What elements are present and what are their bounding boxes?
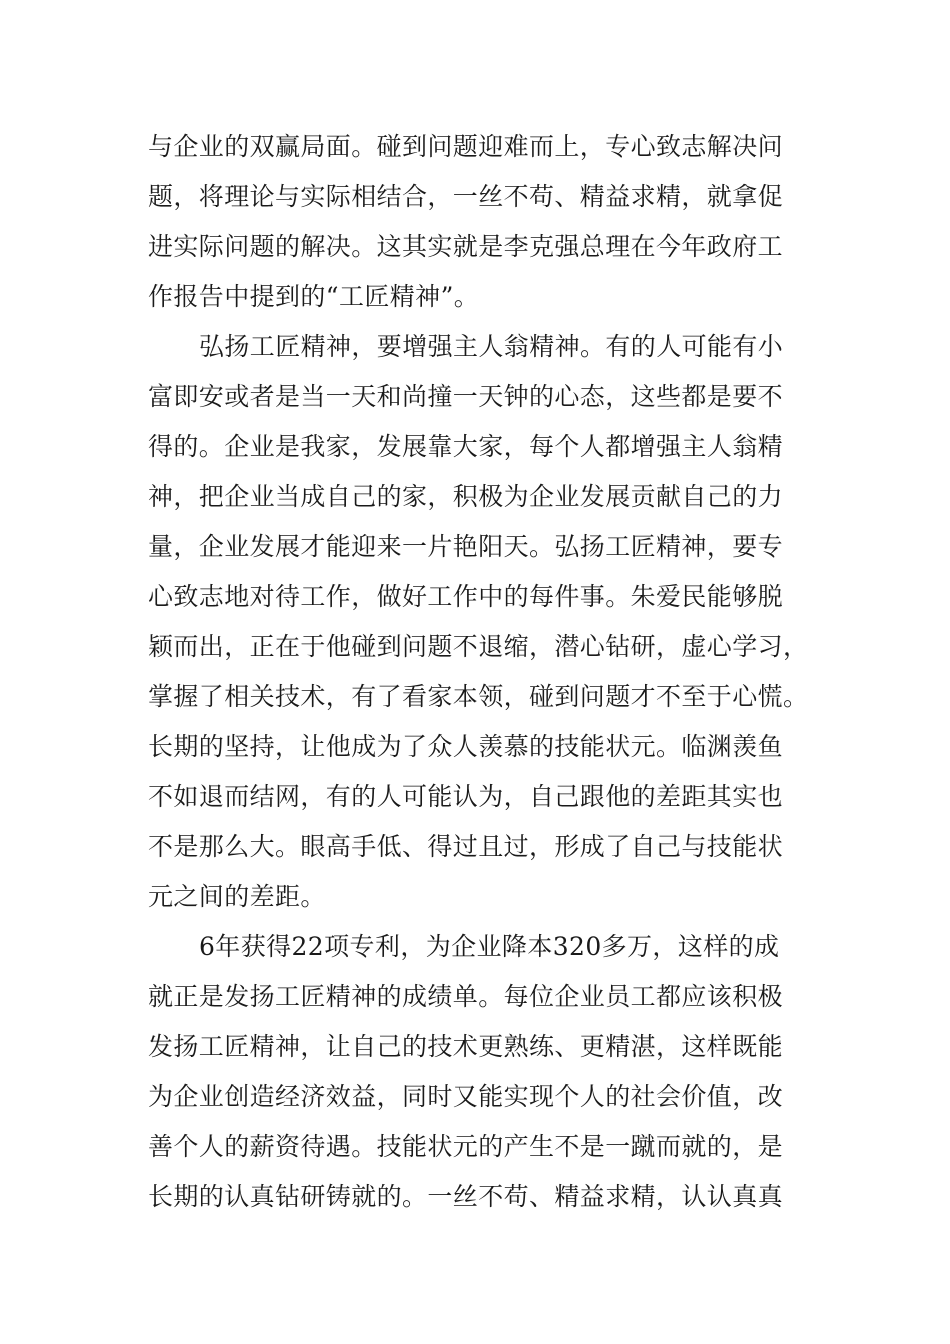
paragraph-first-line: 6年获得22项专利，为企业降本320多万，这样的成 bbox=[199, 932, 780, 961]
text-line: 进实际问题的解决。这其实就是李克强总理在今年政府工 bbox=[148, 232, 784, 261]
text-line: 量，企业发展才能迎来一片艳阳天。弘扬工匠精神，要专 bbox=[148, 532, 784, 561]
text-line: 元之间的差距。 bbox=[148, 882, 326, 911]
text-line: 作报告中提到的“工匠精神”。 bbox=[148, 282, 480, 311]
text-line: 神，把企业当成自己的家，积极为企业发展贡献自己的力 bbox=[148, 482, 784, 511]
text-line: 得的。企业是我家，发展靠大家，每个人都增强主人翁精 bbox=[148, 432, 784, 461]
text-line: 不是那么大。眼高手低、得过且过，形成了自己与技能状 bbox=[148, 832, 784, 861]
text-line: 题，将理论与实际相结合，一丝不苟、精益求精，就拿促 bbox=[148, 182, 784, 211]
text-line: 长期的认真钻研铸就的。一丝不苟、精益求精，认认真真 bbox=[148, 1182, 784, 1211]
paragraph-first-line: 弘扬工匠精神，要增强主人翁精神。有的人可能有小 bbox=[199, 332, 784, 361]
text-line: 长期的坚持，让他成为了众人羡慕的技能状元。临渊羡鱼 bbox=[148, 732, 784, 761]
text-line: 善个人的薪资待遇。技能状元的产生不是一蹴而就的，是 bbox=[148, 1132, 784, 1161]
text-line: 发扬工匠精神，让自己的技术更熟练、更精湛，这样既能 bbox=[148, 1032, 784, 1061]
text-line: 颖而出，正在于他碰到问题不退缩，潜心钻研，虚心学习， bbox=[148, 632, 809, 661]
text-line: 心致志地对待工作，做好工作中的每件事。朱爱民能够脱 bbox=[148, 582, 784, 611]
text-line: 掌握了相关技术，有了看家本领，碰到问题才不至于心慌。 bbox=[148, 682, 809, 711]
text-line: 与企业的双赢局面。碰到问题迎难而上，专心致志解决问 bbox=[148, 132, 784, 161]
text-line: 为企业创造经济效益，同时又能实现个人的社会价值，改 bbox=[148, 1082, 784, 1111]
text-line: 就正是发扬工匠精神的成绩单。每位企业员工都应该积极 bbox=[148, 982, 784, 1011]
text-line: 富即安或者是当一天和尚撞一天钟的心态，这些都是要不 bbox=[148, 382, 784, 411]
text-line: 不如退而结网，有的人可能认为，自己跟他的差距其实也 bbox=[148, 782, 784, 811]
